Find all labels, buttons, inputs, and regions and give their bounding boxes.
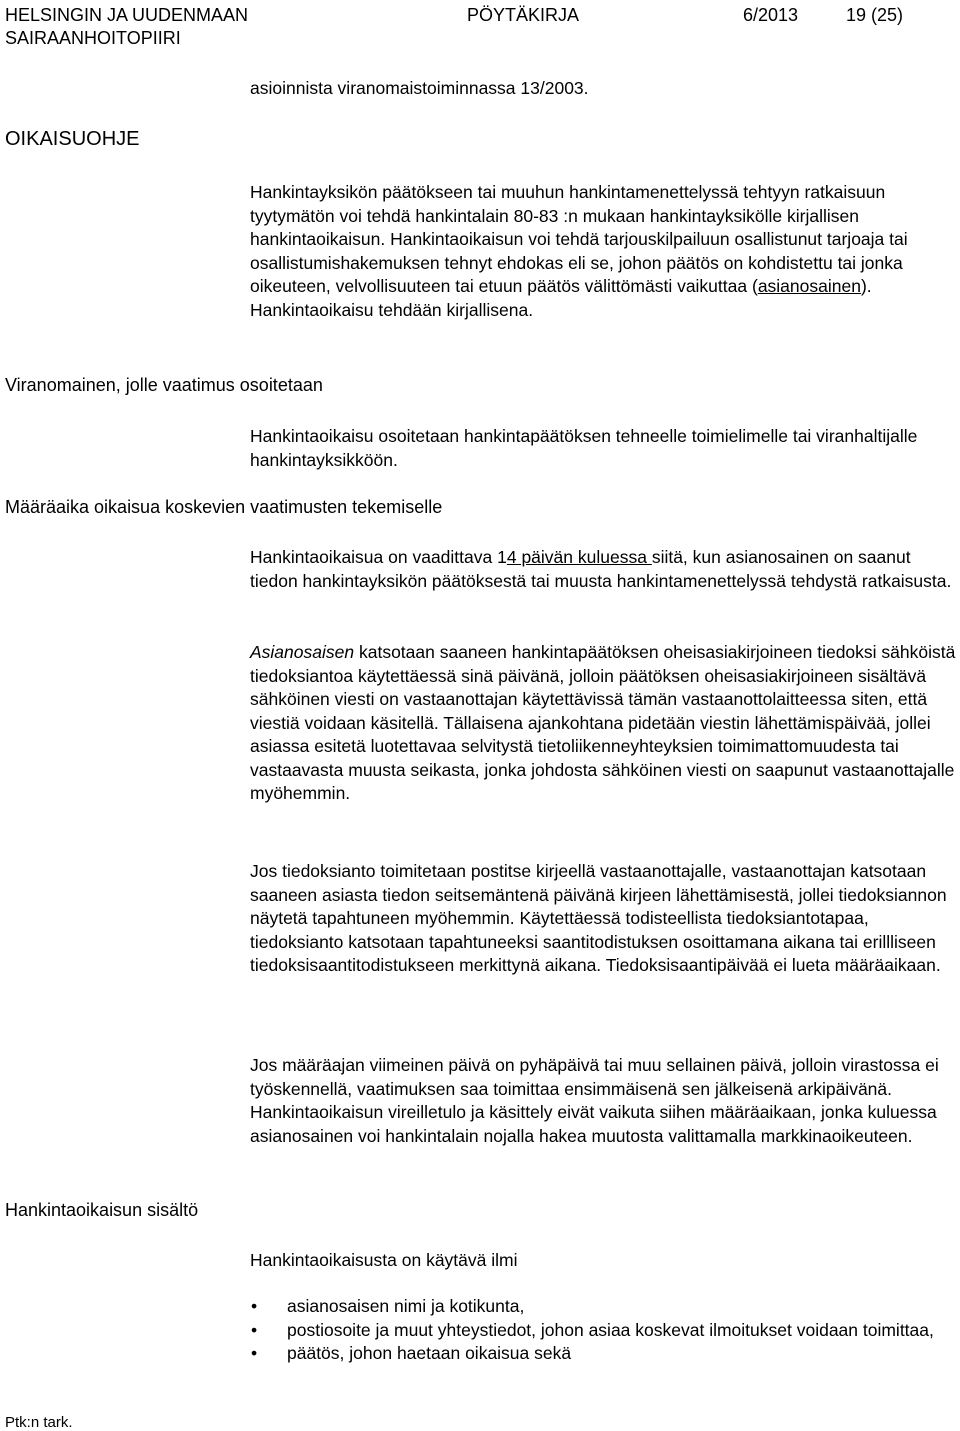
footer-note: Ptk:n tark. — [5, 1414, 73, 1431]
oikaisuohje-paragraph — [250, 181, 960, 322]
section-heading-maaraaika: Määräaika oikaisua koskevien vaatimusten tekemiselle — [5, 497, 443, 517]
oikaisuohje-text-end: ). — [860, 276, 872, 296]
list-item: • postiosoite ja muut yhteystiedot, johon asiaa koskevat ilmoitukset voidaan toimittaa, — [250, 1319, 950, 1343]
document-number: 6/2013 — [743, 5, 799, 25]
maaraaika-text-end: siitä, kun asianosainen on saanut tiedon hankintayksikön päätöksestä tai muusta hankintamenettelyssä tehdystä ratkaisusta. — [250, 547, 952, 591]
oikaisuohje-text: Hankintayksikön päätökseen tai muuhun hankintamenettelyssä tehtyyn ratkaisuun tyytymätön voi tehdä hankintalain 80-83 :n mukaan hankintayksikölle kirjallisen hankintaoikaisun. Hankintaoikaisun voi tehdä tarjouskilpailuun osallistunut tarjoaja tai osallistumishakemuksen tehnyt ehdokas eli se, johon päätös on kohdistettu tai jonka oikeuteen, velvollisuuteen tai etuun päätös välittömästi vaikuttaa ( — [250, 182, 908, 296]
asianosaisen-term: Asianosaisen — [250, 642, 355, 662]
sisalto-bullet-list — [250, 1295, 950, 1366]
organization-name: HELSINGIN JA UUDENMAAN — [5, 5, 249, 25]
list-item: • päätös, johon haetaan oikaisua sekä — [250, 1342, 950, 1366]
intro-text: asioinnista viranomaistoiminnassa 13/2003. — [250, 78, 589, 98]
viranomainen-paragraph: Hankintaoikaisu osoitetaan hankintapäätöksen tehneelle toimielimelle tai viranhaltijalle hankintayksikköön. — [250, 426, 918, 470]
section-heading-sisalto: Hankintaoikaisun sisältö — [5, 1200, 199, 1220]
oikaisuohje-written-note: Hankintaoikaisu tehdään kirjallisena. — [250, 299, 534, 320]
maaraaika-paragraph-4: Jos määräajan viimeinen päivä on pyhäpäivä tai muu sellainen päivä, jolloin virastossa ei työskennellä, vaatimuksen saa toimittaa ensimmäisenä sen jälkeisenä arkipäivänä. Hankintaoikaisun vireilletulo ja käsittely eivät vaikuta siihen määräaikaan, jonka kuluessa asianosainen voi hankintalain nojalla hakea muutosta valittamalla markkinaoikeuteen. — [250, 1055, 939, 1146]
asianosainen-term: asianosainen — [757, 276, 861, 296]
section-heading-viranomainen: Viranomainen, jolle vaatimus osoitetaan — [5, 375, 323, 395]
deadline-days: 4 päivän kuluessa — [506, 547, 652, 567]
maaraaika-text: Hankintaoikaisua on vaadittava 1 — [250, 547, 507, 567]
document-type: PÖYTÄKIRJA — [467, 5, 580, 25]
organization-subname: SAIRAANHOITOPIIRI — [5, 28, 181, 48]
maaraaika-paragraph-2 — [250, 641, 960, 806]
maaraaika-paragraph-1 — [250, 546, 960, 593]
maaraaika-paragraph-3: Jos tiedoksianto toimitetaan postitse kirjeellä vastaanottajalle, vastaanottajan katsotaan saaneen asiasta tiedon seitsemäntenä päivänä kirjeen lähettämisestä, jollei tiedoksiannon näytetä tapahtuneen myöhemmin. Käytettäessä todisteellista tiedoksiantotapaa, tiedoksianto katsotaan tapahtuneeksi saantitodistuksen osoittamana aikana tai erillliseen tiedoksisaantitodistukseen merkittynä aikana. Tiedoksisaantipäivää ei lueta määräaikaan. — [250, 861, 947, 975]
sisalto-paragraph: Hankintaoikaisusta on käytävä ilmi — [250, 1250, 518, 1270]
page-number: 19 (25) — [846, 5, 904, 25]
section-heading-oikaisuohje: OIKAISUOHJE — [5, 128, 140, 150]
list-item: • asianosaisen nimi ja kotikunta, — [250, 1295, 950, 1319]
maaraaika-paragraph-2-text: katsotaan saaneen hankintapäätöksen oheisasiakirjoineen tiedoksi sähköistä tiedoksiantoa käytettäessä sinä päivänä, jolloin päätöksen oheisasiakirjoineen sisältävä sähköinen viesti on vastaanottajan käytettävissä tämän vastaanottolaitteessa siten, että viestiä voidaan käsitellä. Tällaisena ajankohtana pidetään viestin lähettämispäivää, jollei asiassa esitetä luotettavaa selvitystä tietoliikenneyhteyksien toimimattomuudesta tai vastaavasta muusta seikasta, jonka johdosta sähköinen viesti on saapunut vastaanottajalle myöhemmin. — [250, 642, 956, 803]
